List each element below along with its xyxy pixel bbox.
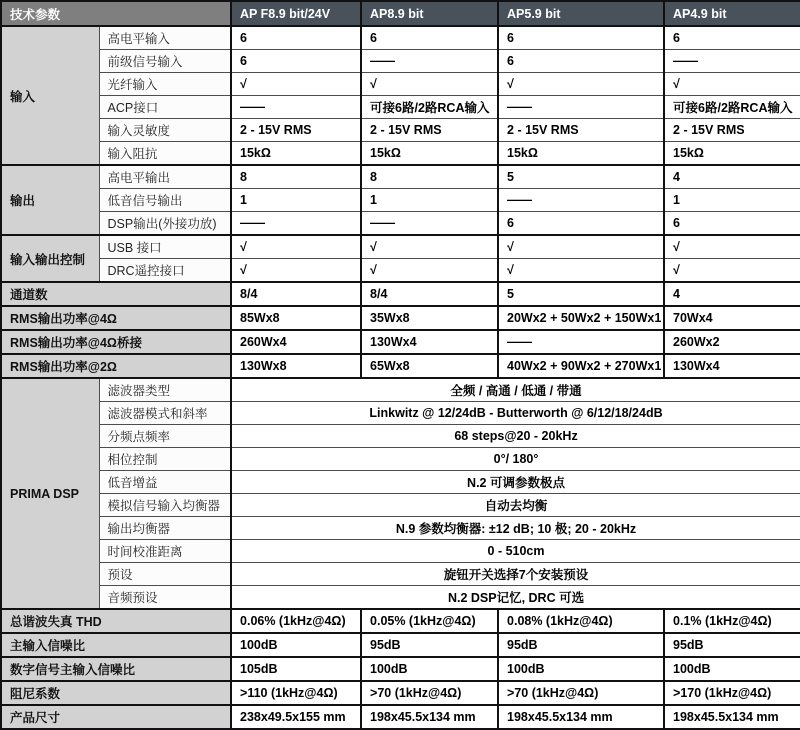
- spec-value-cell: 95dB: [664, 633, 800, 657]
- spec-value-cell: ——: [231, 96, 361, 119]
- spec-value-cell: 70Wx4: [664, 306, 800, 330]
- spec-value-cell: ——: [361, 50, 498, 73]
- spec-value-merged: 0°/ 180°: [231, 448, 800, 471]
- product-column-header: AP F8.9 bit/24V: [231, 1, 361, 26]
- spec-value-cell: 260Wx4: [231, 330, 361, 354]
- spec-value-cell: ——: [498, 330, 664, 354]
- table-row: [1, 517, 800, 540]
- spec-row-label: 低音信号输出: [99, 189, 231, 212]
- spec-value-cell: 6: [231, 50, 361, 73]
- spec-row-label: 通道数: [1, 282, 231, 306]
- table-row: [1, 282, 800, 306]
- spec-value-cell: 0.08% (1kHz@4Ω): [498, 609, 664, 633]
- spec-value-cell: ——: [361, 212, 498, 236]
- table-row: [1, 235, 800, 259]
- spec-value-cell: √: [498, 259, 664, 283]
- table-row: [1, 633, 800, 657]
- spec-value-cell: 130Wx8: [231, 354, 361, 378]
- spec-row-label: RMS输出功率@4Ω桥接: [1, 330, 231, 354]
- spec-value-cell: √: [498, 73, 664, 96]
- spec-value-cell: 238x49.5x155 mm: [231, 705, 361, 729]
- spec-row-label: 输出均衡器: [99, 517, 231, 540]
- spec-value-cell: 2 - 15V RMS: [664, 119, 800, 142]
- spec-value-cell: 15kΩ: [361, 142, 498, 166]
- spec-value-cell: 198x45.5x134 mm: [361, 705, 498, 729]
- table-header-row: [1, 1, 800, 26]
- spec-value-cell: 8/4: [231, 282, 361, 306]
- spec-value-cell: 100dB: [664, 657, 800, 681]
- table-row: [1, 657, 800, 681]
- spec-value-cell: 2 - 15V RMS: [498, 119, 664, 142]
- table-row: [1, 425, 800, 448]
- spec-value-cell: 40Wx2 + 90Wx2 + 270Wx1: [498, 354, 664, 378]
- spec-value-cell: √: [361, 235, 498, 259]
- spec-value-cell: 0.06% (1kHz@4Ω): [231, 609, 361, 633]
- spec-value-cell: 15kΩ: [498, 142, 664, 166]
- spec-row-label: 预设: [99, 563, 231, 586]
- spec-value-merged: 旋钮开关选择7个安装预设: [231, 563, 800, 586]
- table-row: [1, 681, 800, 705]
- spec-row-label: DRC遥控接口: [99, 259, 231, 283]
- spec-row-label: 光纤输入: [99, 73, 231, 96]
- spec-value-cell: 可接6路/2路RCA输入: [361, 96, 498, 119]
- spec-value-cell: >70 (1kHz@4Ω): [498, 681, 664, 705]
- spec-value-cell: 8: [361, 165, 498, 189]
- spec-value-merged: 全频 / 高通 / 低通 / 带通: [231, 378, 800, 402]
- product-column-header: AP4.9 bit: [664, 1, 800, 26]
- spec-row-label: 低音增益: [99, 471, 231, 494]
- spec-value-cell: 可接6路/2路RCA输入: [664, 96, 800, 119]
- table-row: [1, 189, 800, 212]
- spec-value-cell: >170 (1kHz@4Ω): [664, 681, 800, 705]
- spec-value-cell: √: [664, 73, 800, 96]
- spec-value-cell: √: [361, 73, 498, 96]
- spec-value-cell: 2 - 15V RMS: [231, 119, 361, 142]
- spec-row-label: 滤波器模式和斜率: [99, 402, 231, 425]
- table-row: [1, 378, 800, 402]
- spec-value-cell: √: [231, 73, 361, 96]
- table-row: [1, 96, 800, 119]
- spec-row-label: RMS输出功率@2Ω: [1, 354, 231, 378]
- spec-value-cell: 1: [664, 189, 800, 212]
- spec-value-cell: √: [361, 259, 498, 283]
- spec-value-cell: 95dB: [361, 633, 498, 657]
- spec-row-label: 主输入信噪比: [1, 633, 231, 657]
- table-row: [1, 119, 800, 142]
- spec-value-cell: 6: [231, 26, 361, 50]
- table-row: [1, 563, 800, 586]
- spec-value-cell: √: [664, 235, 800, 259]
- spec-value-cell: 130Wx4: [361, 330, 498, 354]
- spec-value-cell: 6: [664, 212, 800, 236]
- spec-row-label: 高电平输出: [99, 165, 231, 189]
- spec-value-merged: N.2 DSP记忆, DRC 可选: [231, 586, 800, 610]
- spec-value-cell: 8: [231, 165, 361, 189]
- spec-value-cell: 198x45.5x134 mm: [498, 705, 664, 729]
- table-row: [1, 609, 800, 633]
- spec-row-label: DSP输出(外接功放): [99, 212, 231, 236]
- spec-value-cell: 100dB: [498, 657, 664, 681]
- spec-row-label: 输入阻抗: [99, 142, 231, 166]
- spec-value-cell: 6: [498, 50, 664, 73]
- spec-value-cell: 0.1% (1kHz@4Ω): [664, 609, 800, 633]
- spec-value-cell: ——: [498, 189, 664, 212]
- spec-row-label: 高电平输入: [99, 26, 231, 50]
- spec-value-cell: 105dB: [231, 657, 361, 681]
- spec-value-cell: ——: [231, 212, 361, 236]
- spec-value-cell: 85Wx8: [231, 306, 361, 330]
- table-row: [1, 26, 800, 50]
- spec-value-cell: 4: [664, 165, 800, 189]
- spec-row-label: 数字信号主输入信噪比: [1, 657, 231, 681]
- table-row: [1, 259, 800, 283]
- table-row: [1, 165, 800, 189]
- table-row: [1, 586, 800, 610]
- spec-row-label: 阻尼系数: [1, 681, 231, 705]
- spec-value-merged: N.2 可调参数极点: [231, 471, 800, 494]
- spec-row-label: USB 接口: [99, 235, 231, 259]
- spec-value-cell: 95dB: [498, 633, 664, 657]
- spec-row-label: RMS输出功率@4Ω: [1, 306, 231, 330]
- group-label-input: 输入: [1, 26, 99, 165]
- spec-value-cell: 100dB: [231, 633, 361, 657]
- spec-row-label: ACP接口: [99, 96, 231, 119]
- spec-row-label: 滤波器类型: [99, 378, 231, 402]
- spec-value-cell: 6: [498, 212, 664, 236]
- spec-row-label: 模拟信号输入均衡器: [99, 494, 231, 517]
- spec-value-cell: 15kΩ: [231, 142, 361, 166]
- spec-value-cell: 20Wx2 + 50Wx2 + 150Wx1: [498, 306, 664, 330]
- table-row: [1, 402, 800, 425]
- table-row: [1, 330, 800, 354]
- spec-value-cell: 130Wx4: [664, 354, 800, 378]
- spec-value-cell: 5: [498, 282, 664, 306]
- spec-value-cell: 4: [664, 282, 800, 306]
- table-row: [1, 540, 800, 563]
- table-row: [1, 705, 800, 729]
- spec-value-cell: 2 - 15V RMS: [361, 119, 498, 142]
- spec-value-cell: 5: [498, 165, 664, 189]
- spec-value-cell: 1: [361, 189, 498, 212]
- spec-value-merged: Linkwitz @ 12/24dB - Butterworth @ 6/12/18/24dB: [231, 402, 800, 425]
- table-row: [1, 448, 800, 471]
- spec-row-label: 产品尺寸: [1, 705, 231, 729]
- spec-value-cell: ——: [664, 50, 800, 73]
- spec-row-label: 相位控制: [99, 448, 231, 471]
- spec-row-label: 音频预设: [99, 586, 231, 610]
- spec-value-cell: √: [231, 259, 361, 283]
- spec-value-merged: 0 - 510cm: [231, 540, 800, 563]
- table-row: [1, 306, 800, 330]
- spec-value-merged: 自动去均衡: [231, 494, 800, 517]
- spec-row-label: 时间校准距离: [99, 540, 231, 563]
- spec-value-cell: 8/4: [361, 282, 498, 306]
- spec-row-label: 总谐波失真 THD: [1, 609, 231, 633]
- product-column-header: AP5.9 bit: [498, 1, 664, 26]
- spec-value-merged: N.9 参数均衡器: ±12 dB; 10 极; 20 - 20kHz: [231, 517, 800, 540]
- spec-value-cell: 6: [361, 26, 498, 50]
- spec-value-cell: >70 (1kHz@4Ω): [361, 681, 498, 705]
- spec-value-cell: 0.05% (1kHz@4Ω): [361, 609, 498, 633]
- group-label-output: 输出: [1, 165, 99, 235]
- group-label-io-control: 输入输出控制: [1, 235, 99, 282]
- product-column-header: AP8.9 bit: [361, 1, 498, 26]
- spec-value-cell: 198x45.5x134 mm: [664, 705, 800, 729]
- spec-value-cell: √: [231, 235, 361, 259]
- table-row: [1, 50, 800, 73]
- table-row: [1, 212, 800, 236]
- spec-value-cell: 6: [498, 26, 664, 50]
- spec-value-cell: 35Wx8: [361, 306, 498, 330]
- spec-value-cell: √: [664, 259, 800, 283]
- spec-value-cell: 1: [231, 189, 361, 212]
- spec-value-cell: 100dB: [361, 657, 498, 681]
- spec-value-cell: 15kΩ: [664, 142, 800, 166]
- spec-row-label: 分频点频率: [99, 425, 231, 448]
- table-row: [1, 73, 800, 96]
- spec-value-cell: 260Wx2: [664, 330, 800, 354]
- spec-value-cell: >110 (1kHz@4Ω): [231, 681, 361, 705]
- spec-row-label: 输入灵敏度: [99, 119, 231, 142]
- table-row: [1, 142, 800, 166]
- spec-value-cell: 6: [664, 26, 800, 50]
- spec-value-cell: √: [498, 235, 664, 259]
- spec-value-cell: ——: [498, 96, 664, 119]
- table-row: [1, 471, 800, 494]
- table-row: [1, 494, 800, 517]
- spec-value-merged: 68 steps@20 - 20kHz: [231, 425, 800, 448]
- table-row: [1, 354, 800, 378]
- spec-value-cell: 65Wx8: [361, 354, 498, 378]
- group-label-prima-dsp: PRIMA DSP: [1, 378, 99, 609]
- table-title: 技术参数: [1, 1, 231, 26]
- spec-row-label: 前级信号输入: [99, 50, 231, 73]
